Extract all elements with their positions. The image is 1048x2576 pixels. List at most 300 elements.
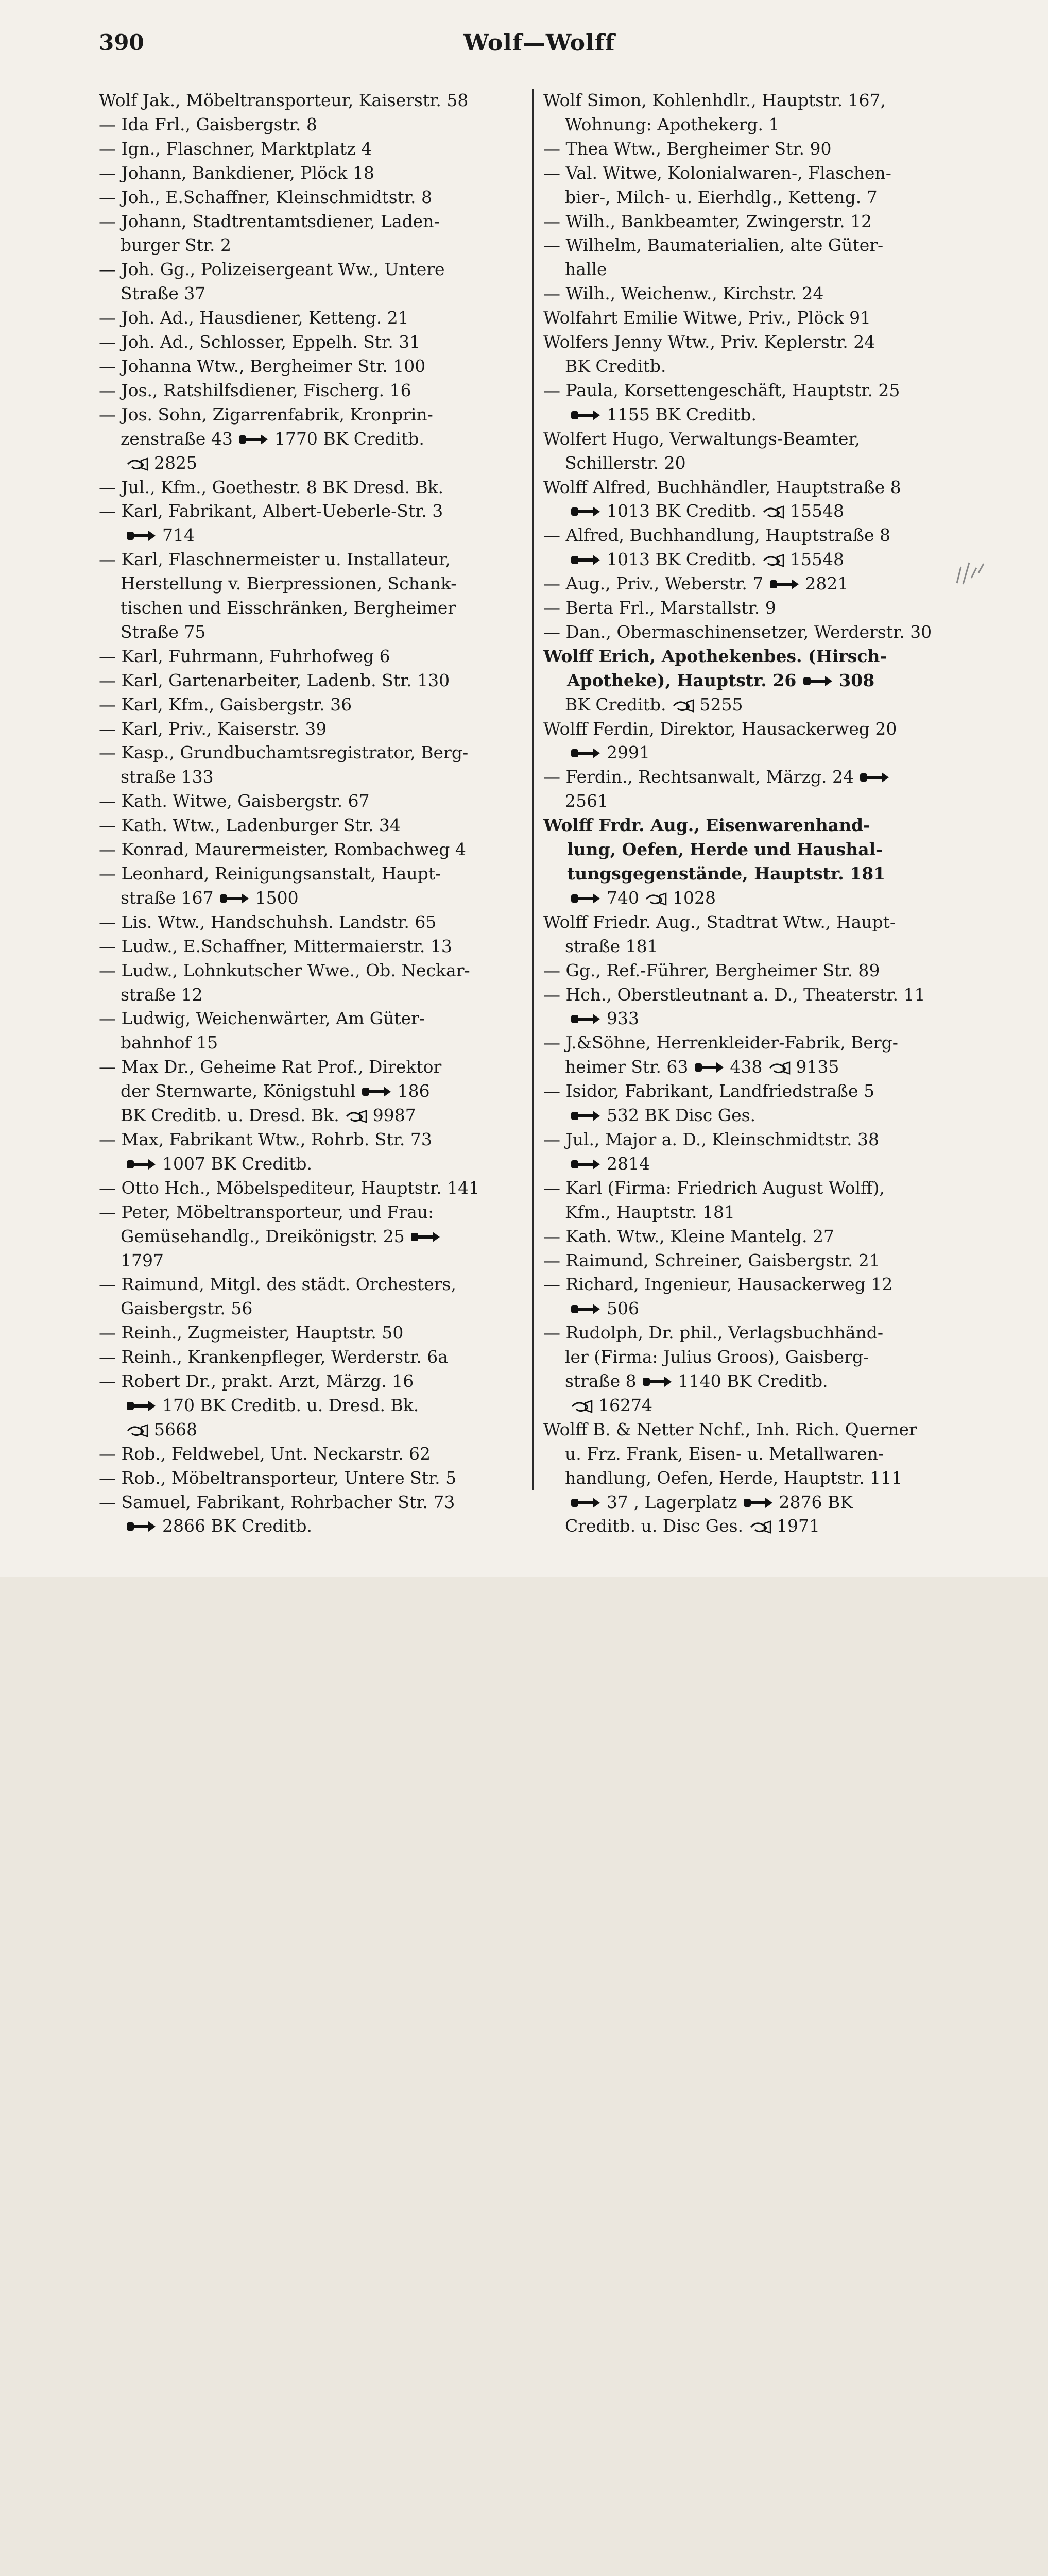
entry-text: — Max Dr., Geheime Rat Prof., Direktor <box>99 1057 442 1077</box>
directory-entry-line <box>543 258 977 282</box>
entry-text <box>543 1492 565 1512</box>
telephone-icon <box>126 1399 157 1413</box>
entry-text: — Kasp., Grundbuchamtsregistrator, Berg- <box>99 742 469 763</box>
entry-text: — Karl (Firma: Friedrich August Wolff), <box>543 1177 885 1198</box>
entry-text: bahnhof 15 <box>99 1032 218 1053</box>
entry-text: — Aug., Priv., Weberstr. 7 <box>543 573 764 594</box>
directory-entry-line <box>99 1200 532 1225</box>
telephone-icon <box>570 746 601 760</box>
entry-text: — Richard, Ingenieur, Hausackerweg 12 <box>543 1274 893 1295</box>
phone-number: 506 <box>606 1298 639 1319</box>
entry-text: — Kath. Witwe, Gaisbergstr. 67 <box>99 791 370 811</box>
directory-entry-line <box>99 1394 532 1418</box>
directory-entry-line <box>543 476 977 500</box>
directory-entry-line <box>543 1152 977 1176</box>
entry-text: bier-, Milch- u. Eierhdlg., Ketteng. 7 <box>543 187 878 207</box>
directory-entry-line <box>543 959 977 983</box>
directory-entry-line <box>543 1079 977 1104</box>
directory-entry-line <box>543 1345 977 1369</box>
entry-text: halle <box>543 259 607 280</box>
post-horn-icon <box>570 1400 593 1413</box>
directory-entry-line <box>99 137 532 161</box>
postal-account-number: 9987 <box>372 1105 416 1126</box>
directory-entry-line <box>543 1442 977 1466</box>
entry-text: — Jos., Ratshilfsdiener, Fischerg. 16 <box>99 380 411 400</box>
directory-entry-line <box>543 161 977 185</box>
bank-reference: BK Creditb. u. Dresd. Bk. <box>200 1395 419 1415</box>
directory-entry-line <box>543 1225 977 1249</box>
phone-number: 1007 <box>162 1153 205 1174</box>
directory-entry-line <box>543 548 977 572</box>
directory-entry-line <box>543 499 977 523</box>
bank-reference: BK Creditb. <box>211 1153 312 1174</box>
post-horn-icon <box>768 1061 791 1075</box>
entry-text: — Raimund, Schreiner, Gaisbergstr. 21 <box>543 1250 880 1270</box>
entry-text: — Raimund, Mitgl. des städt. Orchesters, <box>99 1274 456 1295</box>
telephone-icon <box>570 1109 601 1123</box>
telephone-icon <box>802 674 833 688</box>
directory-entry-line <box>543 1055 977 1079</box>
directory-entry-line <box>99 1418 532 1442</box>
entry-text: straße 181 <box>543 936 658 956</box>
postal-account-number: 15548 <box>789 549 844 570</box>
entry-text: straße 133 <box>99 767 214 787</box>
directory-entry-line <box>543 838 977 862</box>
entry-text: — Ferdin., Rechtsanwalt, Märzg. 24 <box>543 767 854 787</box>
entry-text: u. Frz. Frank, Eisen- u. Metallwaren- <box>543 1443 884 1464</box>
phone-number: 714 <box>162 525 195 546</box>
directory-entry-line <box>99 1369 532 1394</box>
entry-text: Wolff Erich, Apothekenbes. (Hirsch- <box>543 646 887 666</box>
telephone-icon <box>361 1084 392 1099</box>
phone-number: 1155 <box>606 404 650 425</box>
directory-entry-line <box>543 910 977 935</box>
directory-entry-line <box>543 185 977 210</box>
directory-entry-line <box>543 1369 977 1394</box>
entry-text: — Jos. Sohn, Zigarrenfabrik, Kronprin- <box>99 404 433 425</box>
directory-entry-line <box>99 645 532 669</box>
entry-text: — Johanna Wtw., Bergheimer Str. 100 <box>99 355 426 376</box>
phone-number: 438 <box>730 1057 763 1077</box>
telephone-icon <box>769 577 800 591</box>
entry-text: — Karl, Kfm., Gaisbergstr. 36 <box>99 694 352 715</box>
directory-entry-line <box>543 1273 977 1297</box>
directory-entry-line <box>543 1249 977 1273</box>
post-horn-icon <box>762 554 784 567</box>
directory-entry-line <box>99 185 532 210</box>
entry-text: Straße 75 <box>99 621 206 642</box>
telephone-icon <box>570 1157 601 1172</box>
entry-text: Straße 37 <box>99 283 206 304</box>
entry-text: — Joh. Ad., Hausdiener, Ketteng. 21 <box>99 308 409 328</box>
phone-number: 2991 <box>606 742 650 763</box>
directory-entry-line <box>99 282 532 306</box>
entry-text: — Rob., Feldwebel, Unt. Neckarstr. 62 <box>99 1443 431 1464</box>
directory-entry-line <box>543 1418 977 1442</box>
postal-account-number: 5668 <box>153 1419 197 1439</box>
phone-number: 1770 <box>274 428 318 449</box>
directory-entry-line <box>543 765 977 789</box>
telephone-icon <box>859 770 890 785</box>
entry-text: Creditb. u. Disc Ges. <box>543 1516 744 1536</box>
directory-entry-line <box>543 1104 977 1128</box>
directory-entry-line <box>99 1321 532 1345</box>
telephone-icon <box>238 432 269 447</box>
telephone-icon <box>570 891 601 906</box>
entry-text: — Rob., Möbeltransporteur, Untere Str. 5 <box>99 1467 457 1488</box>
postal-account-number: 15548 <box>789 501 844 521</box>
entry-text: — Jul., Major a. D., Kleinschmidtstr. 38 <box>543 1129 879 1149</box>
post-horn-icon <box>345 1110 367 1123</box>
directory-entry-line <box>543 645 977 669</box>
entry-text: — Berta Frl., Marstallstr. 9 <box>543 598 776 618</box>
directory-entry-line <box>543 935 977 959</box>
telephone-icon <box>642 1375 673 1389</box>
entry-text <box>99 1419 121 1439</box>
directory-entry-line <box>99 741 532 765</box>
directory-entry-line <box>99 1079 532 1104</box>
directory-entry-line <box>99 572 532 596</box>
entry-text: Gemüsehandlg., Dreikönigstr. 25 <box>99 1226 405 1246</box>
directory-entry-line <box>543 523 977 548</box>
phone-number: 37 <box>606 1492 628 1512</box>
entry-text: 1797 <box>99 1250 164 1270</box>
entry-text <box>543 742 565 762</box>
entry-text: — Jul., Kfm., Goethestr. 8 BK Dresd. Bk. <box>99 477 444 497</box>
directory-entry-line <box>99 379 532 403</box>
directory-entry-line <box>543 1321 977 1345</box>
entry-text: — Alfred, Buchhandlung, Hauptstraße 8 <box>543 525 891 546</box>
entry-text: tungsgegenstände, Hauptstr. 181 <box>543 863 886 884</box>
directory-entry-line <box>543 741 977 765</box>
directory-entry-line <box>543 113 977 137</box>
directory-entry-line <box>543 572 977 596</box>
telephone-icon <box>743 1496 774 1510</box>
directory-entry-line <box>99 523 532 548</box>
entry-text: — Otto Hch., Möbelspediteur, Hauptstr. 141 <box>99 1177 480 1198</box>
directory-entry-line <box>543 137 977 161</box>
entry-text: — Johann, Stadtrentamtsdiener, Laden- <box>99 211 440 231</box>
entry-text: — Val. Witwe, Kolonialwaren-, Flaschen- <box>543 162 891 183</box>
directory-entry-line <box>99 669 532 693</box>
telephone-icon <box>694 1060 725 1075</box>
directory-entry-line <box>543 89 977 113</box>
entry-text: — Ign., Flaschner, Marktplatz 4 <box>99 138 372 159</box>
directory-entry-line <box>99 451 532 476</box>
directory-entry-line <box>99 306 532 330</box>
directory-entry-line <box>99 910 532 935</box>
column-divider <box>532 89 534 1490</box>
entry-text <box>543 1298 565 1318</box>
directory-entry-line <box>99 1225 532 1249</box>
directory-entry-line <box>99 886 532 910</box>
directory-entry-line <box>99 1273 532 1297</box>
entry-text <box>99 1154 121 1174</box>
entry-text: — Konrad, Maurermeister, Rombachweg 4 <box>99 839 466 860</box>
directory-entry-line <box>99 983 532 1007</box>
entry-text: — Reinh., Zugmeister, Hauptstr. 50 <box>99 1323 404 1343</box>
entry-text <box>99 525 121 545</box>
left-column <box>99 89 532 1538</box>
postal-account-number: 2825 <box>153 452 197 473</box>
directory-entry-line <box>99 403 532 427</box>
directory-entry-line <box>99 1128 532 1152</box>
directory-entry-line <box>99 1055 532 1079</box>
running-head: Wolf—Wolff <box>463 30 615 56</box>
directory-entry-line <box>99 1514 532 1538</box>
bank-reference: BK Disc Ges. <box>644 1105 756 1126</box>
directory-entry-line <box>99 233 532 258</box>
directory-entry-line <box>543 427 977 451</box>
directory-entry-line <box>99 693 532 717</box>
telephone-icon <box>219 891 250 906</box>
entry-text: — Max, Fabrikant Wtw., Rohrb. Str. 73 <box>99 1129 432 1149</box>
entry-text: Wolfers Jenny Wtw., Priv. Keplerstr. 24 <box>543 332 875 352</box>
entry-text: Wolff Ferdin, Direktor, Hausackerweg 20 <box>543 718 897 739</box>
entry-text <box>99 453 121 473</box>
bank-reference: BK Creditb. <box>211 1516 312 1536</box>
post-horn-icon <box>126 1424 148 1437</box>
directory-entry-line <box>543 789 977 814</box>
entry-text: — Ludw., E.Schaffner, Mittermaierstr. 13 <box>99 936 452 956</box>
directory-entry-line <box>99 596 532 620</box>
entry-text: 2561 <box>543 791 608 811</box>
directory-entry-line <box>99 838 532 862</box>
phone-number: 2814 <box>606 1153 650 1174</box>
telephone-icon <box>570 553 601 567</box>
directory-entry-line <box>99 959 532 983</box>
entry-text: Wolf Simon, Kohlenhdlr., Hauptstr. 167, <box>543 90 886 110</box>
phone-number: 1013 <box>606 501 650 521</box>
directory-entry-line <box>543 1200 977 1225</box>
directory-entry-line <box>543 210 977 234</box>
directory-entry-line <box>543 1007 977 1031</box>
phone-number: 2866 <box>162 1516 205 1536</box>
entry-text: — Samuel, Fabrikant, Rohrbacher Str. 73 <box>99 1492 455 1512</box>
telephone-icon <box>126 1519 157 1534</box>
directory-entry-line <box>99 862 532 886</box>
bank-reference: BK Creditb. <box>323 428 424 449</box>
entry-text: Wolf Jak., Möbeltransporteur, Kaiserstr. 58 <box>99 90 469 110</box>
directory-entry-line <box>99 1442 532 1466</box>
directory-entry-line <box>543 814 977 838</box>
bank-reference: , Lagerplatz <box>633 1492 737 1512</box>
directory-entry-line <box>99 1249 532 1273</box>
directory-entry-line <box>543 717 977 741</box>
directory-entry-line <box>543 693 977 717</box>
directory-entry-line <box>99 1490 532 1515</box>
entry-text: zenstraße 43 <box>99 428 233 449</box>
directory-entry-line <box>99 476 532 500</box>
entry-text <box>543 404 565 425</box>
entry-text: — Johann, Bankdiener, Plöck 18 <box>99 162 374 183</box>
directory-entry-line <box>543 1297 977 1321</box>
directory-entry-line <box>543 1031 977 1055</box>
directory-entry-line <box>99 1031 532 1055</box>
directory-entry-line <box>99 427 532 451</box>
bank-reference: BK Creditb. <box>655 549 757 570</box>
entry-text: BK Creditb. u. Dresd. Bk. <box>99 1105 339 1126</box>
post-horn-icon <box>762 505 784 519</box>
entry-text: Wolff Frdr. Aug., Eisenwarenhand- <box>543 815 870 836</box>
directory-entry-line <box>543 233 977 258</box>
entry-text: — Karl, Fuhrmann, Fuhrhofweg 6 <box>99 646 390 666</box>
directory-entry-line <box>99 620 532 645</box>
bank-reference: BK Creditb. <box>727 1371 828 1392</box>
entry-text <box>543 888 565 908</box>
entry-text: — Joh. Gg., Polizeisergeant Ww., Untere <box>99 259 445 280</box>
entry-text: — Karl, Priv., Kaiserstr. 39 <box>99 718 327 739</box>
entry-text: — Wilh., Weichenw., Kirchstr. 24 <box>543 283 824 304</box>
entry-text: — Ida Frl., Gaisbergstr. 8 <box>99 114 317 134</box>
entry-text: — Wilhelm, Baumaterialien, alte Güter- <box>543 235 884 256</box>
entry-text: Wolfahrt Emilie Witwe, Priv., Plöck 91 <box>543 308 871 328</box>
phone-number: 170 <box>162 1395 195 1415</box>
entry-text: — Wilh., Bankbeamter, Zwingerstr. 12 <box>543 211 872 231</box>
directory-entry-line <box>99 935 532 959</box>
entry-text: straße 167 <box>99 887 214 908</box>
directory-entry-line <box>99 258 532 282</box>
directory-entry-line <box>99 1297 532 1321</box>
directory-entry-line <box>543 1490 977 1515</box>
entry-text: — Joh. Ad., Schlosser, Eppelh. Str. 31 <box>99 332 421 352</box>
telephone-icon <box>570 1496 601 1510</box>
directory-entry-line <box>543 596 977 620</box>
postal-account-number: 16274 <box>598 1395 652 1415</box>
directory-entry-line <box>99 1152 532 1176</box>
entry-text: — Gg., Ref.-Führer, Bergheimer Str. 89 <box>543 960 880 980</box>
directory-entry-line <box>543 1176 977 1200</box>
entry-text <box>99 1395 121 1415</box>
telephone-icon <box>570 1012 601 1026</box>
entry-text <box>543 1395 565 1415</box>
directory-entry-line <box>99 354 532 379</box>
bank-reference: BK <box>827 1492 853 1512</box>
directory-entry-line <box>543 669 977 693</box>
entry-text: — J.&Söhne, Herrenkleider-Fabrik, Berg- <box>543 1032 898 1053</box>
entry-text: — Paula, Korsettengeschäft, Hauptstr. 25 <box>543 380 900 400</box>
entry-text: — Leonhard, Reinigungsanstalt, Haupt- <box>99 863 441 884</box>
phone-number: 308 <box>839 670 875 690</box>
entry-text <box>543 549 565 569</box>
phone-number: 740 <box>606 887 639 908</box>
postal-account-number: 5255 <box>699 694 743 715</box>
directory-entry-line <box>99 1345 532 1369</box>
directory-entry-line <box>99 789 532 814</box>
entry-text: der Sternwarte, Königstuhl <box>99 1081 356 1101</box>
postal-account-number: 1028 <box>672 887 716 908</box>
telephone-icon <box>126 529 157 543</box>
telephone-icon <box>410 1230 441 1244</box>
entry-text: Gaisbergstr. 56 <box>99 1298 253 1319</box>
directory-entry-line <box>99 330 532 354</box>
telephone-icon <box>570 504 601 519</box>
directory-entry-line <box>99 210 532 234</box>
phone-number: 1500 <box>255 887 299 908</box>
directory-entry-line <box>543 886 977 910</box>
postal-account-number: 1971 <box>777 1516 820 1536</box>
entry-text: — Reinh., Krankenpfleger, Werderstr. 6a <box>99 1347 448 1367</box>
phone-number: 933 <box>606 1008 639 1029</box>
directory-entry-line <box>543 983 977 1007</box>
directory-entry-line <box>99 765 532 789</box>
entry-text: handlung, Oefen, Herde, Hauptstr. 111 <box>543 1467 903 1488</box>
right-column <box>543 89 977 1538</box>
phone-number: 1140 <box>678 1371 721 1392</box>
entry-text: — Ludwig, Weichenwärter, Am Güter- <box>99 1008 425 1029</box>
directory-entry-line <box>99 89 532 113</box>
entry-text: — Karl, Gartenarbeiter, Ladenb. Str. 130 <box>99 670 450 690</box>
telephone-icon <box>570 1302 601 1316</box>
entry-text: — Ludw., Lohnkutscher Wwe., Ob. Neckar- <box>99 960 470 980</box>
post-horn-icon <box>749 1520 771 1534</box>
entry-text: Kfm., Hauptstr. 181 <box>543 1201 735 1222</box>
entry-text: Wohnung: Apothekerg. 1 <box>543 114 780 134</box>
entry-text: — Kath. Wtw., Kleine Mantelg. 27 <box>543 1226 835 1246</box>
directory-entry-line <box>99 1007 532 1031</box>
entry-text: Herstellung v. Bierpressionen, Schank- <box>99 573 457 594</box>
entry-text: — Thea Wtw., Bergheimer Str. 90 <box>543 138 832 159</box>
post-horn-icon <box>672 699 694 713</box>
entry-text <box>99 1516 121 1536</box>
entry-text: — Karl, Flaschnermeister u. Installateur, <box>99 549 451 570</box>
directory-entry-line <box>543 330 977 354</box>
entry-text: Wolff B. & Netter Nchf., Inh. Rich. Querner <box>543 1419 917 1439</box>
phone-number: 2821 <box>805 573 849 594</box>
directory-entry-line <box>99 499 532 523</box>
entry-text: — Isidor, Fabrikant, Landfriedstraße 5 <box>543 1081 874 1101</box>
entry-text <box>543 1154 565 1174</box>
telephone-icon <box>126 1157 157 1172</box>
entry-text: Apotheke), Hauptstr. 26 <box>543 670 797 690</box>
entry-text: straße 8 <box>543 1371 637 1392</box>
entry-text: — Joh., E.Schaffner, Kleinschmidtstr. 8 <box>99 187 433 207</box>
directory-entry-line <box>543 403 977 427</box>
directory-entry-line <box>543 1394 977 1418</box>
entry-text: ler (Firma: Julius Groos), Gaisberg- <box>543 1347 869 1367</box>
bank-reference: BK Creditb. <box>655 501 757 521</box>
entry-text: BK Creditb. <box>543 355 666 376</box>
entry-text: — Karl, Fabrikant, Albert-Ueberle-Str. 3 <box>99 501 443 521</box>
entry-text: — Rudolph, Dr. phil., Verlagsbuchhänd- <box>543 1323 883 1343</box>
phone-number: 532 <box>606 1105 639 1126</box>
page-number: 390 <box>99 30 144 55</box>
directory-entry-line <box>543 451 977 476</box>
entry-text: Schillerstr. 20 <box>543 452 686 473</box>
bank-reference: BK Creditb. <box>655 404 757 425</box>
directory-entry-line <box>543 1514 977 1538</box>
entry-text: Wolfert Hugo, Verwaltungs-Beamter, <box>543 428 861 449</box>
directory-entry-line <box>543 306 977 330</box>
directory-entry-line <box>543 1466 977 1490</box>
directory-entry-line <box>99 1176 532 1200</box>
telephone-icon <box>570 408 601 422</box>
directory-entry-line <box>543 354 977 379</box>
directory-entry-line <box>99 814 532 838</box>
directory-entry-line <box>99 1104 532 1128</box>
entry-text: Wolff Friedr. Aug., Stadtrat Wtw., Haupt- <box>543 911 896 932</box>
entry-text: — Dan., Obermaschinensetzer, Werderstr. 30 <box>543 621 932 642</box>
directory-entry-line <box>543 620 977 645</box>
directory-entry-line <box>99 113 532 137</box>
phone-number: 186 <box>397 1081 430 1101</box>
directory-entry-line <box>99 161 532 185</box>
entry-text: straße 12 <box>99 984 203 1005</box>
post-horn-icon <box>644 892 667 906</box>
entry-text: — Robert Dr., prakt. Arzt, Märzg. 16 <box>99 1371 414 1392</box>
entry-text <box>543 1008 565 1028</box>
entry-text: — Lis. Wtw., Handschuhsh. Landstr. 65 <box>99 911 437 932</box>
